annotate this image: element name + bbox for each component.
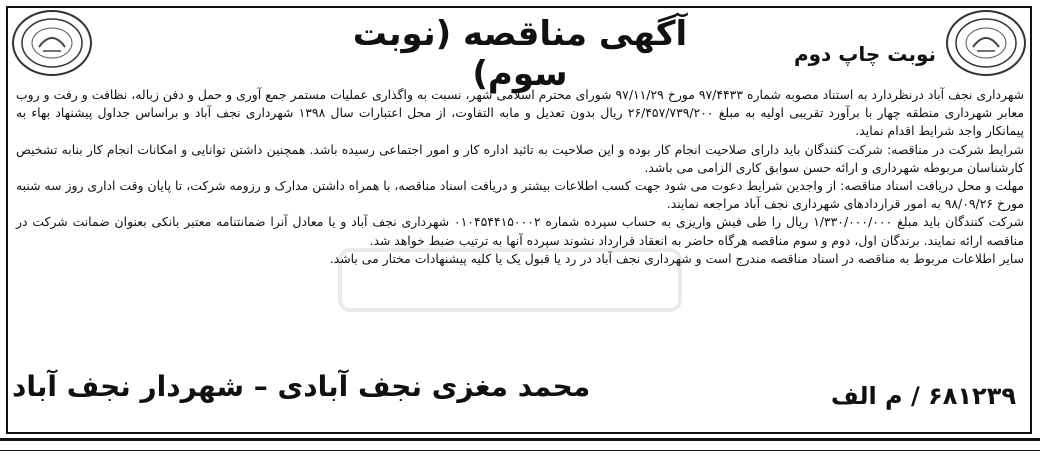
notice-body xyxy=(16,86,1024,268)
bottom-rule xyxy=(0,438,1040,441)
paragraph-intro: شهرداری نجف آباد درنظردارد به استناد مصوبه شماره ۹۷/۴۴۳۳ مورخ ۹۷/۱۱/۲۹ شورای محترم اسلامی شهر، نسبت به واگذاری عملیات مستمر جمع آوری و حمل و دفن زباله، نظافت و رفت و روب معابر شهرداری منطقه چهار با برآورد تقریبی اولیه به مبلغ ۲۶/۴۵۷/۷۳۹/۲۰۰ ریال بدون تعدیل و مابه التفاوت، از محل اعتبارات سال ۱۳۹۸ شهرداری نجف آباد و براساس جداول پیشنهاد بهاء به پیمانکار واجد شرایط اقدام نماید. xyxy=(16,87,1024,139)
notice-title: آگهی مناقصه (نوبت سوم) xyxy=(352,14,688,94)
signer-name: محمد مغزی نجف آبادی – شهردار نجف آباد xyxy=(12,370,591,403)
paragraph-conditions: شرایط شرکت در مناقصه: شرکت کنندگان باید دارای صلاحیت انجام کار بوده و این صلاحیت به تائید اداره کار و امور اجتماعی رسیده باشد. همچنین داشتن توانایی و امکانات انجام کار بنابه تشخیص کارشناسان مربوطه شهرداری و ارائه حسن سوابق کاری الزامی می باشد. xyxy=(16,141,1024,175)
paragraph-guarantee: شرکت کنندگان باید مبلغ ۱/۳۳۰/۰۰۰/۰۰۰ ریال را طی فیش واریزی به حساب سپرده شماره ۰۱۰۴۵۴۴۱۵۰۰۰۲ شهرداری نجف آباد و یا معادل آنرا ضمانتنامه معتبر بانکی بعنوان ضمانت شرکت در مناقصه ارائه نمایند. برندگان اول، دوم و سوم مناقصه هرگاه حاضر به انعقاد قرارداد نشوند سپرده آنها به ترتیب ضبط خواهد شد. xyxy=(16,214,1024,248)
paragraph-deadline: مهلت و محل دریافت اسناد مناقصه: از واجدین شرایط دعوت می شود جهت کسب اطلاعات بیشتر و دریافت اسناد مناقصه، با همراه داشتن مدارک و رزومه شرکت، تا پایان وقت اداری روز سه شنبه مورخ ۹۸/۰۹/۲۶ به امور قراردادهای شهرداری نجف آباد مراجعه نمایند. xyxy=(16,178,1024,212)
paragraph-other-info: سایر اطلاعات مربوط به مناقصه در اسناد مناقصه مندرج است و شهرداری نجف آباد در رد یا قبول یک یا کلیه پیشنهادات مختار می باشد. xyxy=(329,250,1024,266)
bottom-rule-thin xyxy=(0,450,1040,451)
print-edition-label: نوبت چاپ دوم xyxy=(793,42,936,66)
municipal-seal-icon xyxy=(951,15,1021,71)
seal-right-icon xyxy=(946,10,1026,76)
notice-code: ۶۸۱۲۳۹ / م الف xyxy=(830,382,1016,410)
municipal-seal-icon xyxy=(17,15,87,71)
seal-left-icon xyxy=(12,10,92,76)
